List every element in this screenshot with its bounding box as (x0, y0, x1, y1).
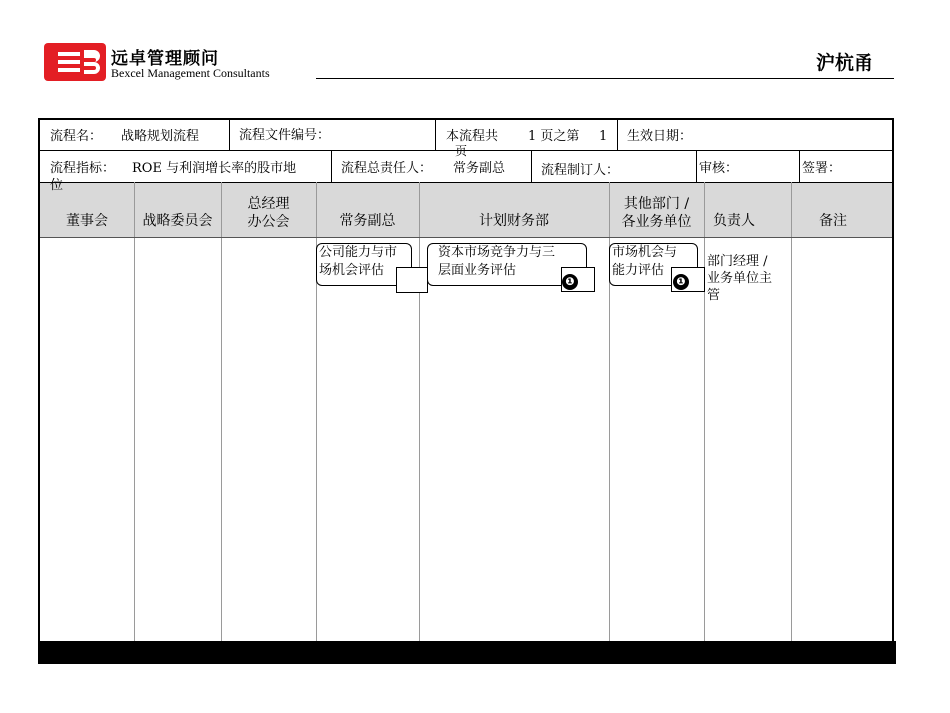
column-header-finance-dept: 计划财务部 (479, 213, 549, 229)
file-number-label: 流程文件编号： (239, 128, 331, 143)
cell-divider (531, 150, 532, 182)
column-divider (221, 182, 222, 641)
footer-band (38, 641, 896, 664)
process-step-market-opportunity: 市场机会与 能力评估 (609, 243, 698, 286)
indicator-wrap-text: 位 (50, 178, 64, 193)
process-name-label: 流程名： (50, 129, 103, 144)
cell-divider (799, 150, 800, 182)
column-header-board: 董事会 (66, 213, 108, 229)
column-header-gm-office: 总经理 办公会 (247, 196, 290, 230)
page-number: 1 (599, 129, 608, 144)
step-number-badge: ❶ (673, 274, 689, 290)
cell-divider (229, 120, 230, 150)
author-label: 流程制订人： (541, 163, 620, 178)
cell-divider (435, 120, 436, 150)
cell-divider (696, 150, 697, 182)
indicator-label: 流程指标： (50, 161, 116, 176)
cell-divider (617, 120, 618, 150)
column-header-other-depts: 其他部门 / 各业务单位 (621, 196, 692, 230)
column-header-strategy-committee: 战略委员会 (142, 213, 213, 229)
page-of-text: 1 页之第 (528, 129, 580, 144)
document-fold (396, 267, 428, 293)
review-label: 审核： (699, 161, 739, 176)
owner-value: 常务副总 (453, 161, 506, 176)
column-header-responsible: 负责人 (713, 213, 755, 229)
bexcel-logo-icon (44, 43, 106, 81)
step-number-badge: ❶ (562, 274, 578, 290)
page-count-text: 本流程共 (446, 129, 499, 144)
column-divider (134, 182, 135, 641)
row-divider (40, 237, 892, 238)
sign-label: 签署： (802, 161, 842, 176)
effective-date-label: 生效日期： (627, 129, 693, 144)
brand-name-english: Bexcel Management Consultants (111, 66, 270, 80)
column-divider (704, 182, 705, 641)
region-title: 沪杭甬 (816, 52, 874, 74)
process-name-value: 战略规划流程 (121, 129, 200, 144)
row-divider (40, 182, 892, 183)
responsible-text: 部门经理 / 业务单位主 管 (707, 254, 773, 303)
column-header-executive-vp: 常务副总 (339, 213, 396, 229)
column-divider (791, 182, 792, 641)
page-suffix: 页 (455, 144, 468, 158)
cell-divider (331, 150, 332, 182)
process-step-capital-market-assessment: 资本市场竞争力与三 层面业务评估 (427, 243, 587, 286)
header-divider (316, 78, 894, 79)
indicator-value: ROE 与利润增长率的股市地 (132, 161, 297, 176)
brand-name-chinese: 远卓管理顾问 (111, 49, 219, 69)
owner-label: 流程总责任人： (341, 161, 433, 176)
process-step-capability-assessment: 公司能力与市 场机会评估 (316, 243, 412, 286)
column-header-notes: 备注 (819, 213, 847, 229)
column-divider (419, 182, 420, 641)
